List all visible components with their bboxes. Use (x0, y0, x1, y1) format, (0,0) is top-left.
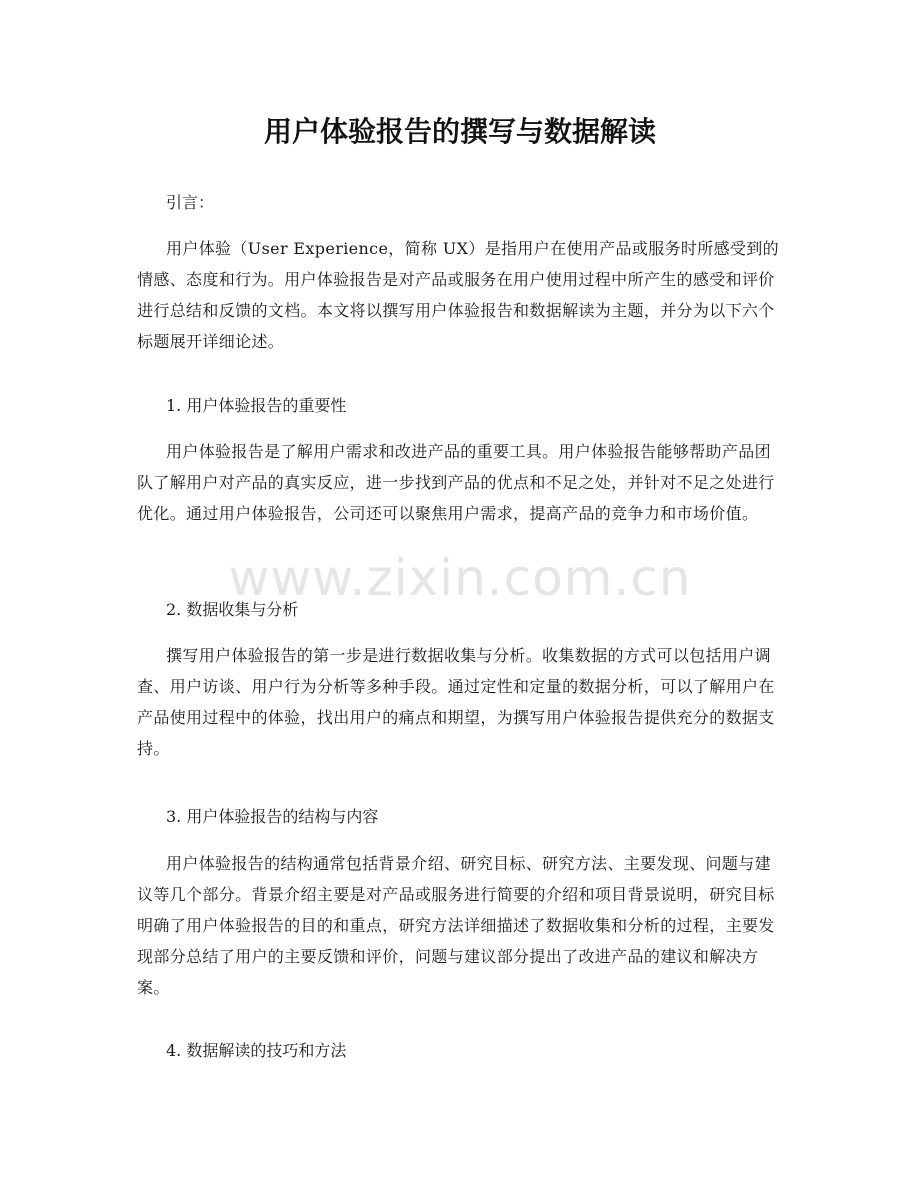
section-3-body: 用户体验报告的结构通常包括背景介绍、研究目标、研究方法、主要发现、问题与建议等几个部分。背景介绍主要是对产品或服务进行简要的介绍和项目背景说明，研究目标明确了用户体验报告的目的和重点，研究方法详细描述了数据收集和分析的过程，主要发现部分总结了用户的主要反馈和评价，问题与建议部分提出了改进产品的建议和解决方案。 (137, 854, 775, 997)
section-2-body: 撰写用户体验报告的第一步是进行数据收集与分析。收集数据的方式可以包括用户调查、用户访谈、用户行为分析等多种手段。通过定性和定量的数据分析，可以了解用户在产品使用过程中的体验，找出用户的痛点和期望，为撰写用户体验报告提供充分的数据支持。 (137, 646, 775, 758)
intro-paragraph: 用户体验（User Experience，简称 UX）是指用户在使用产品或服务时所感受到的情感、态度和行为。用户体验报告是对产品或服务在用户使用过程中所产生的感受和评价进行总结和反馈的文档。本文将以撰写用户体验报告和数据解读为主题，并分为以下六个标题展开详细论述。 (137, 239, 779, 351)
section-2-heading: 2. 数据收集与分析 (166, 600, 299, 619)
intro-label: 引言： (166, 193, 215, 212)
watermark: www.zixin.com.cn (228, 549, 692, 607)
section-1-body: 用户体验报告是了解用户需求和改进产品的重要工具。用户体验报告能够帮助产品团队了解用户对产品的真实反应，进一步找到产品的优点和不足之处，并针对不足之处进行优化。通过用户体验报告，公司还可以聚焦用户需求，提高产品的竞争力和市场价值。 (137, 442, 775, 523)
section-3-heading: 3. 用户体验报告的结构与内容 (166, 807, 379, 826)
section-1-heading: 1. 用户体验报告的重要性 (166, 396, 347, 415)
section-4-heading: 4. 数据解读的技巧和方法 (166, 1041, 347, 1060)
document-title: 用户体验报告的撰写与数据解读 (263, 115, 656, 148)
